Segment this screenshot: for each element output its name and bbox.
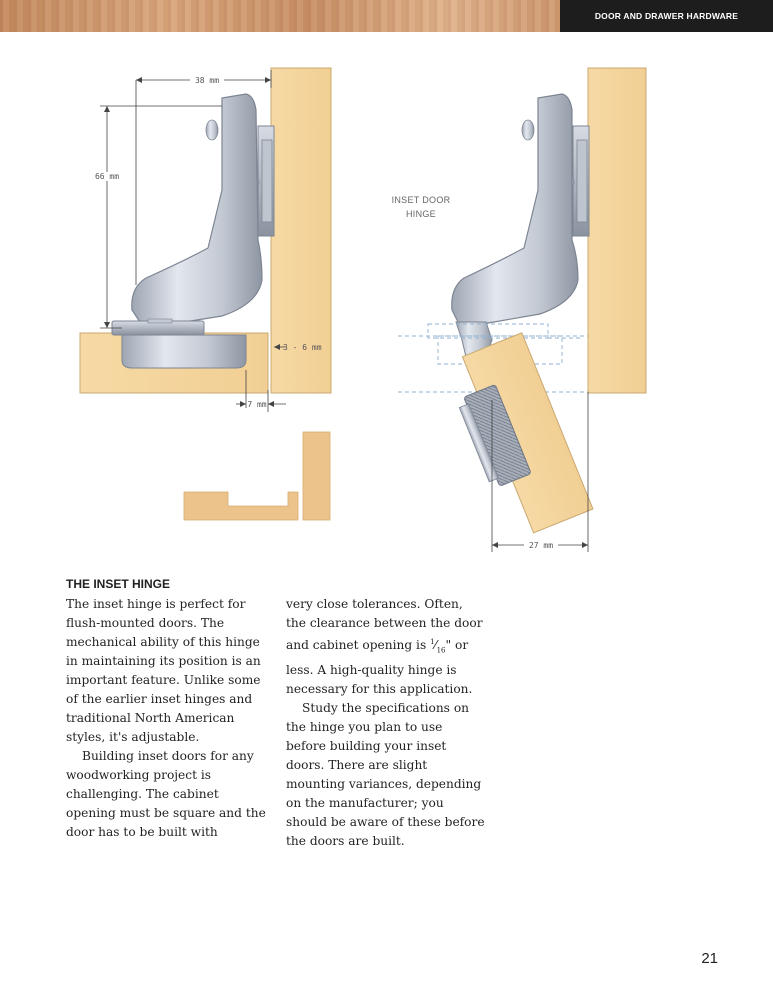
section-title-header: DOOR AND DRAWER HARDWARE bbox=[594, 11, 739, 21]
article-title: THE INSET HINGE bbox=[66, 577, 171, 591]
header-wood-band bbox=[0, 0, 560, 32]
paragraph-right-1 bbox=[286, 595, 486, 699]
dim-7mm: 7 mm bbox=[247, 400, 267, 409]
cabinet-side-right bbox=[588, 68, 646, 393]
paragraph-left-1: The inset hinge is perfect for flush-mounted doors. The mechanical ability of this hinge in maintaining its position is an important feature. Unlike some of the earlier inset hinges and traditional North American styles, it's adjustable. bbox=[66, 597, 261, 744]
paragraph-left-2: Building inset doors for any woodworking project is challenging. The cabinet opening must be square and the door has to be built with bbox=[66, 749, 266, 839]
hinge-illustration bbox=[0, 40, 773, 560]
dim-66mm: 66 mm bbox=[94, 172, 120, 181]
dim-3-6mm: 3 - 6 mm bbox=[283, 343, 322, 352]
cabinet-profile-diagram bbox=[303, 432, 330, 520]
running-header bbox=[560, 0, 773, 32]
hinge-arm-left bbox=[132, 94, 262, 324]
door-profile-diagram bbox=[184, 492, 298, 520]
text-column-right bbox=[286, 595, 486, 851]
caption-line-1: INSET DOOR bbox=[391, 195, 451, 205]
paragraph-right-2: Study the specifications on the hinge you plan to use before building your inset doors. There are slight mounting variances, depending on the manufacturer; you should be aware of these before the doors are built. bbox=[286, 700, 485, 848]
caption-line-2: HINGE bbox=[405, 209, 437, 219]
door-open-right bbox=[442, 333, 593, 541]
text-column-left bbox=[66, 595, 266, 842]
dim-38mm: 38 mm bbox=[194, 76, 220, 85]
dim-27mm: 27 mm bbox=[528, 541, 554, 550]
paragraph-right-1b: " or less. A high-quality hinge is necessary for this application. bbox=[286, 638, 473, 696]
hinge-arm-right bbox=[452, 94, 578, 324]
paragraph-right-1a: very close tolerances. Often, the clearance between the door and cabinet opening is bbox=[286, 597, 483, 653]
fraction-1-16: $^1⁄_{16}$ bbox=[430, 638, 446, 655]
page-number: 21 bbox=[701, 950, 718, 967]
